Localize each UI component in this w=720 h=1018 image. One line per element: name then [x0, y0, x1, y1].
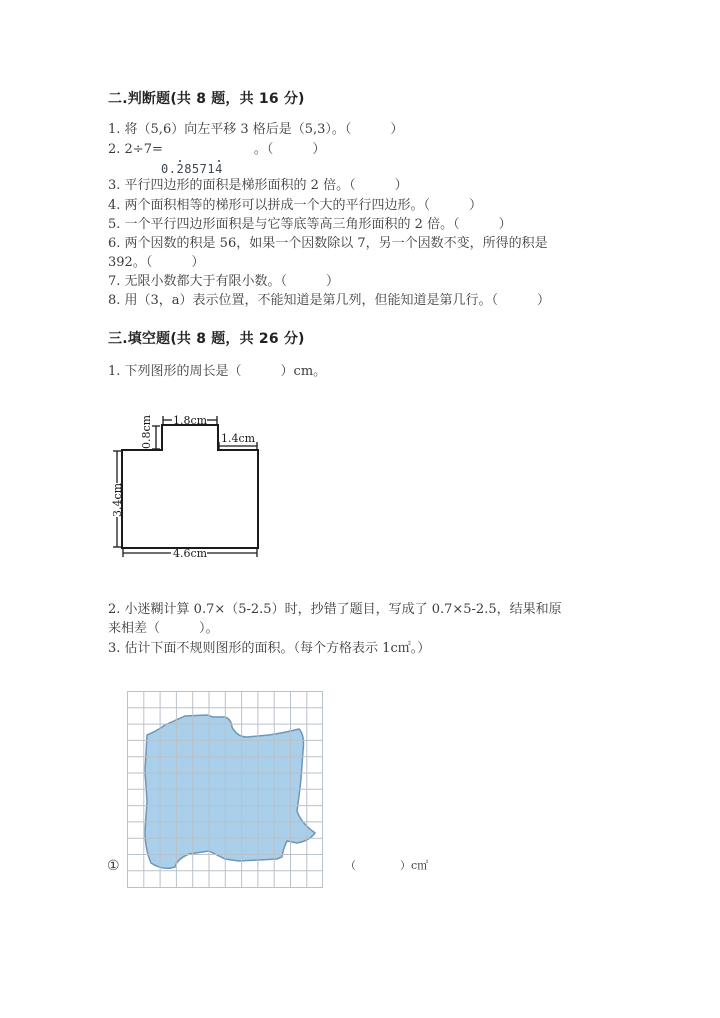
label-top-width: 1.8cm [173, 414, 208, 427]
irregular-shape-grid-figure [127, 691, 323, 888]
question-judgement-6: 6. 两个因数的积是 56，如果一个因数除以 7，另一个因数不变，所得的积是 [108, 236, 548, 251]
decimal-int: 0. [161, 162, 177, 176]
perimeter-figure [105, 405, 275, 570]
label-bottom-width: 4.6cm [173, 547, 208, 560]
decimal-middle: 857 [184, 162, 208, 176]
label-right-step: 1.4cm [221, 432, 256, 445]
question-judgement-5: 5. 一个平行四边形面积是与它等底等高三角形面积的 2 倍。（ ） [108, 217, 512, 232]
question-fill-2-cont: 来相差（ ）。 [108, 621, 219, 636]
question-judgement-4: 4. 两个面积相等的梯形可以拼成一个大的平行四边形。（ ） [108, 198, 483, 213]
question-fill-1: 1. 下列图形的周长是（ ）cm。 [108, 364, 327, 379]
label-bump-height: 0.8cm [140, 414, 153, 449]
decimal-digit: 1 [207, 162, 216, 176]
question-judgement-1: 1. 将（5,6）向左平移 3 格后是（5,3）。（ ） [108, 122, 404, 137]
decimal-repeat-start: 2 [176, 162, 185, 176]
dimension-bump-height [152, 426, 160, 449]
question-judgement-7: 7. 无限小数都大于有限小数。（ ） [108, 274, 340, 289]
decimal-repeat-end: 4 [215, 162, 223, 176]
question-fill-3: 3. 估计下面不规则图形的面积。（每个方格表示 1c㎡。） [108, 641, 431, 656]
label-left-height: 3.4cm [111, 482, 124, 517]
figure-index-label: ① [107, 858, 120, 874]
area-answer-blank: （ ）c㎡ [345, 859, 429, 872]
question-judgement-2: 2. 2÷7= 。（ ） [108, 142, 326, 157]
section-heading-judgement: 二.判断题(共 8 题，共 16 分) [108, 91, 305, 107]
question-fill-2: 2. 小迷糊计算 0.7×（5-2.5）时，抄错了题目，写成了 0.7×5-2.5，结果和原 [108, 602, 562, 617]
question-judgement-3: 3. 平行四边形的面积是梯形面积的 2 倍。（ ） [108, 178, 408, 193]
question-judgement-6-cont: 392。（ ） [108, 255, 205, 270]
repeating-decimal-answer [161, 162, 223, 176]
irregular-shape [145, 715, 315, 868]
section-heading-fill-blank: 三.填空题(共 8 题，共 26 分) [108, 331, 305, 347]
question-judgement-8: 8. 用（3，a）表示位置，不能知道是第几列，但能知道是第几行。（ ） [108, 293, 551, 308]
